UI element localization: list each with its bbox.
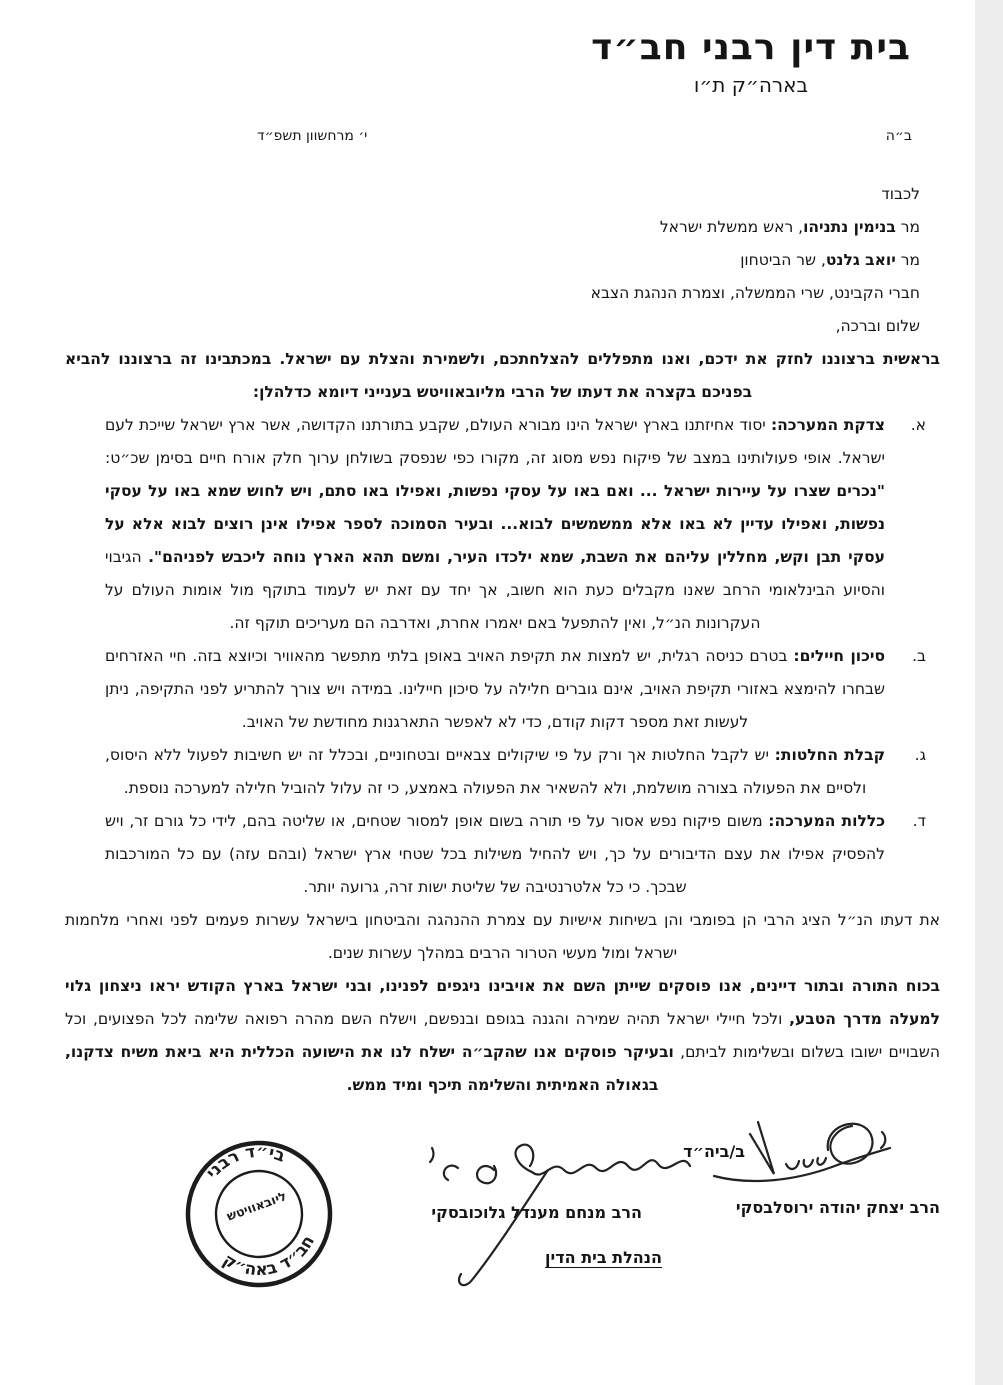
bh-mark: ב״ה: [885, 128, 912, 144]
closing-paragraph: [65, 970, 940, 1102]
item-marker: ב.: [912, 647, 926, 665]
item-marker: ג.: [914, 746, 926, 764]
letter-date: י׳ מרחשוון תשפ״ד: [257, 128, 368, 144]
recipient-name: בנימין נתניהו: [803, 218, 896, 236]
list-item-2: [65, 640, 940, 739]
item-label: צדקת המערכה:: [770, 416, 885, 434]
letter-content: [65, 0, 940, 1335]
court-title: בית דין רבני חב״ד: [591, 27, 911, 68]
item-marker: א.: [910, 416, 926, 434]
letterhead: [562, 26, 940, 98]
list-item-3: [65, 739, 940, 805]
item-label: סיכון חיילים:: [793, 647, 886, 665]
item-text: יש לקבל החלטות אך ורק על פי שיקולים צבאיים ובטחוניים, ובכלל זה יש חשיבות לפעול ללא היסוס, ולסיים את הפעולה בצורה מושלמת, ולא להשאיר את הפעולה באמצע, כי זה עלול להוביל חלילה למערכה נוספת.: [105, 746, 867, 797]
recipient-prefix: מר: [895, 251, 920, 269]
signature-section: [65, 1110, 940, 1335]
recipient-role: , שר הביטחון: [740, 251, 826, 269]
recipient-line: חברי הקבינט, שרי הממשלה, וצמרת הנהגת הצבא: [590, 284, 920, 302]
item-text: יסוד אחיזתנו בארץ ישראל הינו מבורא העולם, שקבע בתורתנו הקדושה, אשר ארץ ישראל שייכת לעם ישראל. אופי פעולותינו במצב של פיקוח נפש מסוג זה, מקורו כפי שנפסק בשולחן ערוך חלק אורח חיים בסימן שכ״ט:: [105, 416, 885, 467]
item-text: בטרם כניסה רגלית, יש למצות את תקיפת האויב באופן בלתי מתפשר מהאוויר וכיוצא בזה. חיי האזרחים שבחרו להימצא באזורי תקיפת האויב, אינם גוברים חלילה על סיכון חיילינו. במידה ויש צורך להתריע לפני התקיפה, ניתן לעשות זאת מספר דקות קודם, כדי לא לאפשר התארגנות מחודשת של האויב.: [105, 647, 885, 731]
item-label: כללות המערכה:: [768, 812, 885, 830]
summary-paragraph: את דעתו הנ״ל הציג הרבי הן בפומבי והן בשיחות אישיות עם צמרת ההנהגה והביטחון בישראל עשרות פעמים לפני ואחרי מלחמות ישראל ומול מעשי הטרור הרבים במהלך עשרות שנים.: [65, 911, 940, 962]
item-marker: ד.: [912, 812, 926, 830]
halacha-quote: "נכרים שצרו על עיירות ישראל ... ואם באו על עסקי נפשות, ואפילו באו סתם, ויש לחוש שמא באו על עסקי נפשות, ואפילו עדיין לא באו אלא ממשמשים לבוא... ובעיר הסמוכה לספר אפילו אינן רוצים לבוא אלא על עסקי תבן וקש, מחללין עליהם את השבת, שמא ילכדו העיר, ומשם תהא הארץ נוחה ליכבש לפניהם".: [105, 482, 886, 566]
stamp-text-center: ליובאוויטש: [224, 1188, 289, 1224]
item-label: קבלת החלטות:: [774, 746, 885, 764]
management-label: הנהלת בית הדין: [545, 1248, 662, 1267]
item-text: משום פיקוח נפש אסור על פי תורה בשום אופן למסור שטחים, או שליטה בהם, לידי כל גורם זר, ויש להפסיק אפילו את עצם הדיבורים על כך, ויש להחיל משילות בכל שטחי ארץ ישראל (ובהם עזה) עם כל המורכבות שבכך. כי כל אלטרנטיבה של שליטת ישות זרה, גרועה יותר.: [105, 812, 885, 896]
recipient-prefix: מר: [895, 218, 920, 236]
closing-bold-1: בכוח התורה ובתור דיינים, אנו פוסקים שייתן השם את אויבינו ניגפים לפנינו, ובני ישראל בארץ הקודש יראו ניצחון גלוי למעלה מדרך הטבע,: [65, 977, 940, 1028]
meta-row: [65, 128, 940, 154]
intro-paragraph: בראשית ברצוננו לחזק את ידכם, ואנו מתפללים להצלחתכם, ולשמירת והצלת עם ישראל. במכתבינו זה ברצוננו להביא בפניכם בקצרה את דעתו של הרבי מליובאוויטש בענייני דיומא כדלהלן:: [65, 350, 940, 401]
recipient-line: [65, 244, 920, 277]
stamp-text-bottom: חב״ד באה״ק: [219, 1232, 320, 1281]
judge-name-left: הרב מנחם מענדל גלוכובסקי: [431, 1203, 642, 1222]
recipient-name: יואב גלנט: [825, 251, 896, 269]
list-item-4: [65, 805, 940, 904]
greeting: שלום וברכה,: [835, 317, 920, 335]
recipient-role: , ראש ממשלת ישראל: [659, 218, 804, 236]
court-signoff-label: ב/ביה״ד: [683, 1142, 745, 1161]
page-edge-strip: [975, 0, 1003, 1385]
closing-bold-2: ובעיקר פוסקים אנו שהקב״ה ישלח לנו את הישועה הכללית היא ביאת משיח צדקנו, בגאולה האמיתית והשלימה תיכף ומיד ממש.: [65, 1043, 674, 1094]
court-stamp: [167, 1122, 351, 1306]
salutation: לכבוד: [881, 185, 920, 203]
recipients-block: [65, 178, 940, 343]
judge-name-right: הרב יצחק יהודה ירוסלבסקי: [735, 1198, 940, 1217]
recipient-line: [65, 211, 920, 244]
court-subtitle: בארה״ק ת״ו: [693, 73, 809, 97]
list-item-1: [65, 409, 940, 640]
item-text: הגיבוי והסיוע הבינלאומי הרחב שאנו מקבלים כעת הוא חשוב, אך יחד עם זאת יש לעמוד בתוקף מול אומות העולם על העקרונות הנ״ל, ואין להתפעל באם יאמרו אחרת, ואדרבה הם מעריכים תוקף זה.: [105, 548, 885, 632]
stamp-text-top: בי״ד רבני: [202, 1141, 288, 1183]
closing-regular: ולכל חיילי ישראל תהיה שמירה והגנה בגופם ובנפשם, וישלח השם מהרה רפואה שלימה לכל הפצועים, וכל השבויים ישובו בשלום ובשלימות לביתם,: [65, 1010, 940, 1061]
